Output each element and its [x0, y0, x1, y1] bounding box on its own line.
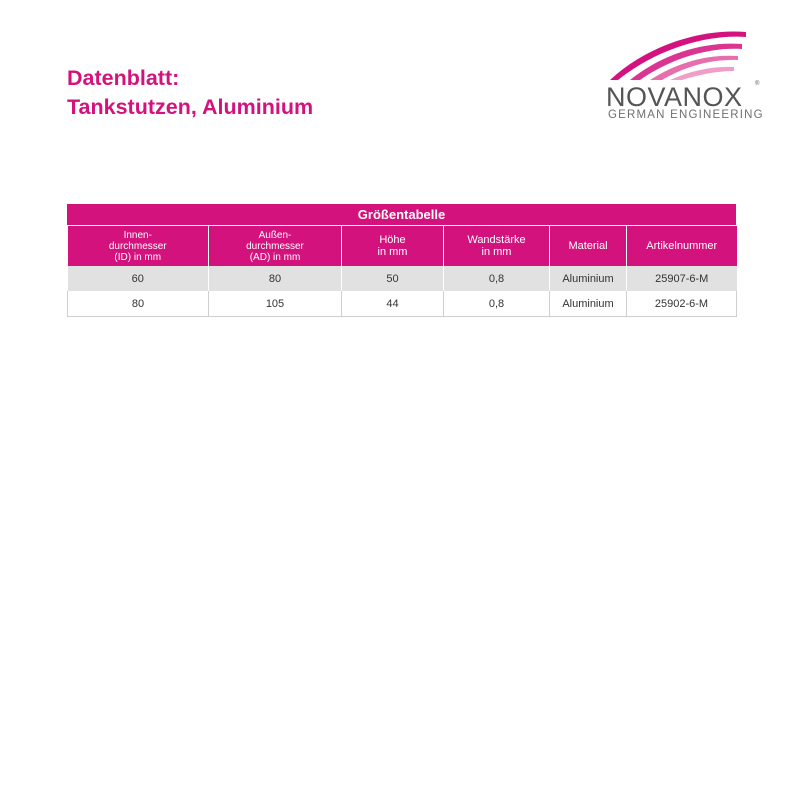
- logo-tagline: GERMAN ENGINEERING: [608, 109, 764, 121]
- col-header-height: Höhe in mm: [342, 226, 444, 266]
- logo-swoosh-icon: [596, 24, 766, 84]
- col-header-ad: Außen- durchmesser (AD) in mm: [209, 226, 342, 266]
- col-header-wall: Wandstärke in mm: [444, 226, 550, 266]
- col-header-material: Material: [550, 226, 627, 266]
- table-header-row: [68, 226, 737, 266]
- novanox-logo: [596, 24, 766, 124]
- table-row: [68, 266, 737, 291]
- logo-brand: NOVANOX: [606, 82, 743, 112]
- table-row: [68, 291, 737, 317]
- cell-material: Aluminium: [550, 291, 627, 317]
- logo-registered: ®: [755, 81, 760, 87]
- table-title: Größentabelle: [67, 204, 736, 226]
- cell-height: 50: [342, 266, 444, 291]
- col-header-id: Innen- durchmesser (ID) in mm: [68, 226, 209, 266]
- cell-article: 25907-6-M: [627, 266, 737, 291]
- cell-ad: 80: [209, 266, 342, 291]
- size-table-grid: [67, 226, 737, 317]
- size-table: [67, 204, 736, 317]
- cell-article: 25902-6-M: [627, 291, 737, 317]
- cell-wall: 0,8: [444, 266, 550, 291]
- page-title: [67, 64, 313, 122]
- title-line-1: Datenblatt:: [67, 66, 180, 90]
- cell-material: Aluminium: [550, 266, 627, 291]
- cell-ad: 105: [209, 291, 342, 317]
- col-header-article: Artikelnummer: [627, 226, 737, 266]
- cell-height: 44: [342, 291, 444, 317]
- title-line-2: Tankstutzen, Aluminium: [67, 95, 314, 119]
- cell-id: 60: [68, 266, 209, 291]
- cell-wall: 0,8: [444, 291, 550, 317]
- cell-id: 80: [68, 291, 209, 317]
